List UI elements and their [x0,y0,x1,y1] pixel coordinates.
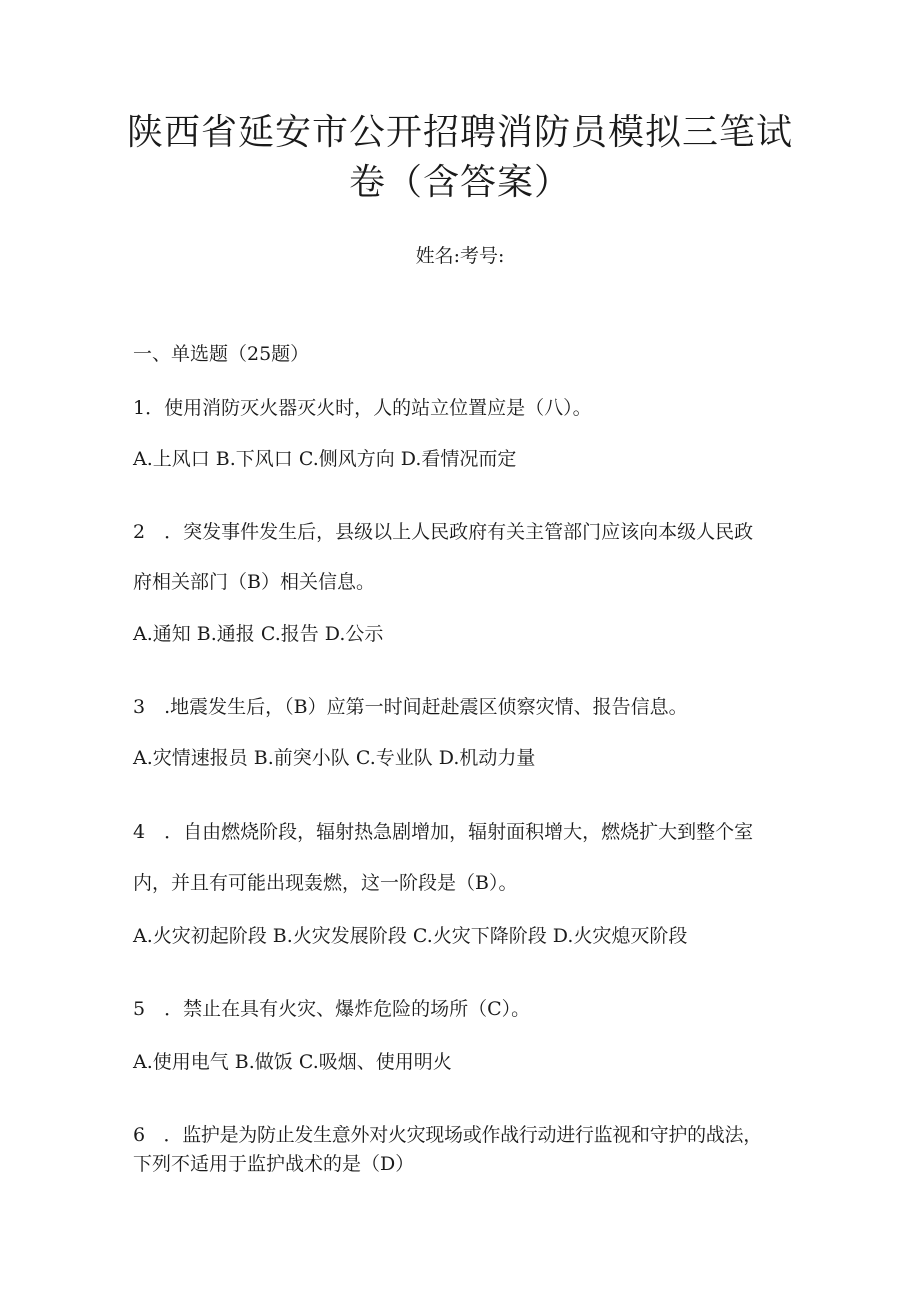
document-title-line-2: 卷（含答案） [348,162,571,203]
question-4-options: A.火灾初起阶段 B.火灾发展阶段 C.火灾下降阶段 D.火灾熄灭阶段 [133,925,688,947]
question-4-text-line-1: 4 ．自由燃烧阶段，辐射热急剧增加，辐射面积增大，燃烧扩大到整个室 [133,821,754,843]
question-5-text: 5 ．禁止在具有火灾、爆炸危险的场所（C）。 [133,998,531,1020]
question-4-text-line-2: 内，并且有可能出现轰燃，这一阶段是（B）。 [133,872,518,894]
question-2-text-line-1: 2 ．突发事件发生后，县级以上人民政府有关主管部门应该向本级人民政 [133,521,754,543]
section-heading: 一、单选题（25题） [133,343,310,365]
question-2-text-line-2: 府相关部门（B）相关信息。 [133,571,375,593]
question-1-options: A.上风口 B.下风口 C.侧风方向 D.看情况而定 [133,448,517,470]
question-6-text-line-2: 下列不适用于监护战术的是（D） [133,1153,415,1175]
question-3-text: 3 .地震发生后，（B）应第一时间赶赴震区侦察灾情、报告信息。 [133,696,688,718]
question-3-options: A.灾情速报员 B.前突小队 C.专业队 D.机动力量 [133,747,536,769]
name-exam-number-line: 姓名:考号: [415,245,505,267]
question-6-text-line-1: 6 ．监护是为防止发生意外对火灾现场或作战行动进行监视和守护的战法， [133,1124,762,1146]
question-1-text: 1．使用消防灭火器灭火时，人的站立位置应是（八）。 [133,397,592,419]
document-title-line-1: 陕西省延安市公开招聘消防员模拟三笔试 [126,112,793,153]
question-2-options: A.通知 B.通报 C.报告 D.公示 [133,623,384,645]
question-5-options: A.使用电气 B.做饭 C.吸烟、使用明火 [133,1051,452,1073]
